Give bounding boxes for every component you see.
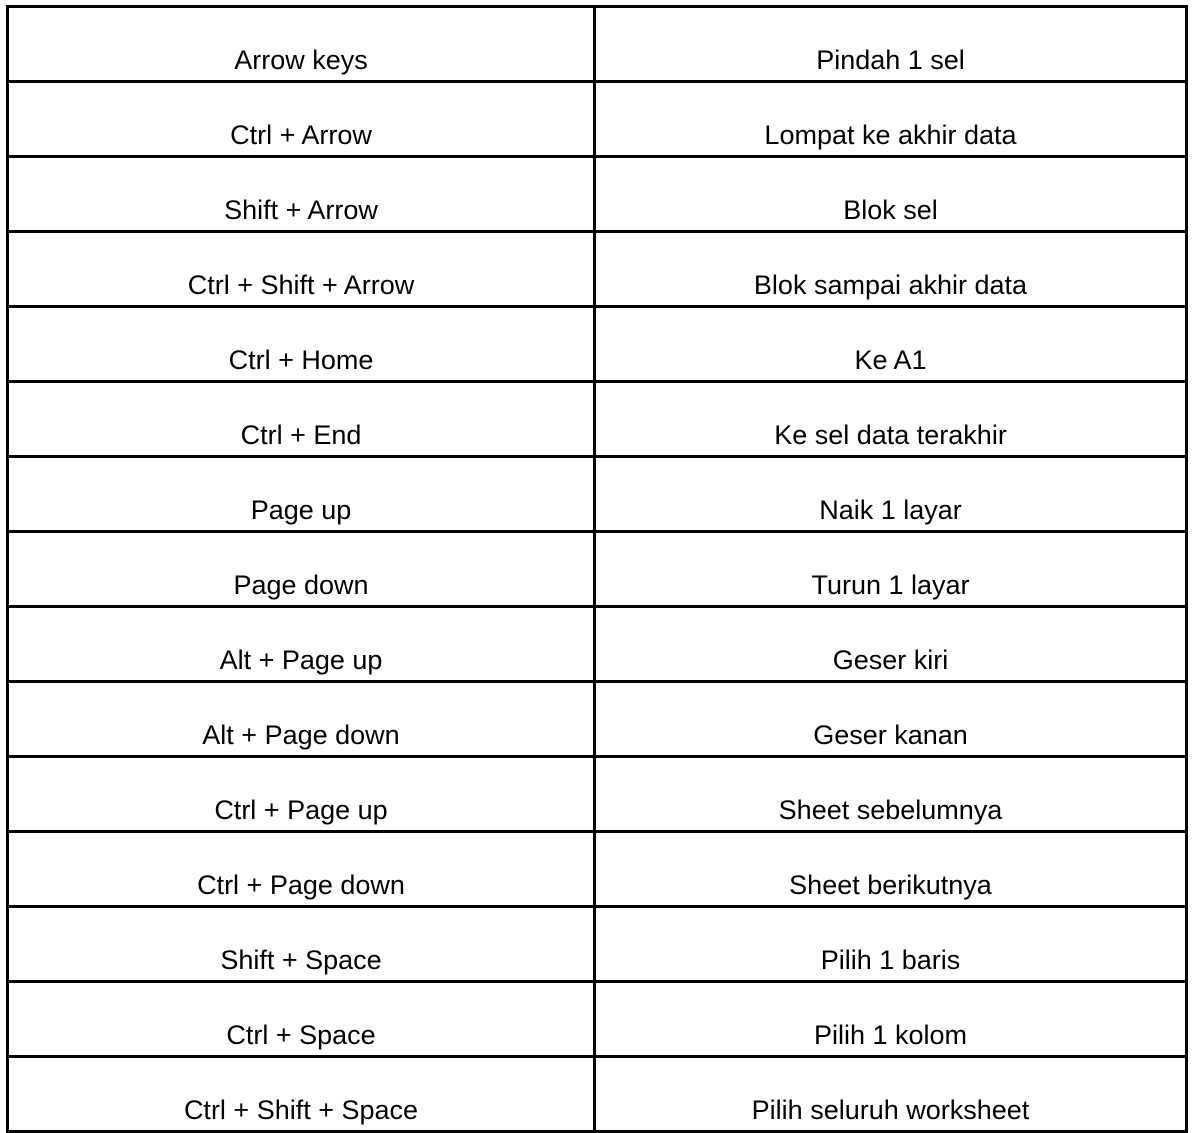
action-cell: Geser kiri [595, 607, 1187, 682]
shortcut-cell: Alt + Page down [8, 682, 595, 757]
action-cell: Naik 1 layar [595, 457, 1187, 532]
shortcut-cell: Ctrl + Shift + Arrow [8, 232, 595, 307]
table-row [8, 82, 1187, 157]
table-row [8, 907, 1187, 982]
shortcut-cell: Alt + Page up [8, 607, 595, 682]
action-cell: Sheet sebelumnya [595, 757, 1187, 832]
action-cell: Sheet berikutnya [595, 832, 1187, 907]
shortcut-cell: Shift + Arrow [8, 157, 595, 232]
action-cell: Blok sampai akhir data [595, 232, 1187, 307]
shortcut-cell: Ctrl + Page up [8, 757, 595, 832]
action-cell: Pilih seluruh worksheet [595, 1057, 1187, 1132]
shortcut-cell: Ctrl + End [8, 382, 595, 457]
shortcut-cell: Arrow keys [8, 7, 595, 82]
table-row [8, 607, 1187, 682]
table-row [8, 757, 1187, 832]
shortcut-cell: Ctrl + Home [8, 307, 595, 382]
action-cell: Ke A1 [595, 307, 1187, 382]
table-row [8, 157, 1187, 232]
action-cell: Pilih 1 kolom [595, 982, 1187, 1057]
action-cell: Blok sel [595, 157, 1187, 232]
shortcut-cell: Ctrl + Shift + Space [8, 1057, 595, 1132]
shortcut-cell: Page up [8, 457, 595, 532]
shortcut-cell: Ctrl + Page down [8, 832, 595, 907]
shortcut-cell: Ctrl + Arrow [8, 82, 595, 157]
table-row [8, 7, 1187, 82]
table-row [8, 457, 1187, 532]
table-row [8, 982, 1187, 1057]
action-cell: Pindah 1 sel [595, 7, 1187, 82]
table-row [8, 307, 1187, 382]
action-cell: Pilih 1 baris [595, 907, 1187, 982]
table-row [8, 382, 1187, 457]
action-cell: Geser kanan [595, 682, 1187, 757]
table-row [8, 682, 1187, 757]
table-row [8, 232, 1187, 307]
shortcut-cell: Ctrl + Space [8, 982, 595, 1057]
shortcut-cell: Page down [8, 532, 595, 607]
table-row [8, 1057, 1187, 1132]
action-cell: Lompat ke akhir data [595, 82, 1187, 157]
action-cell: Turun 1 layar [595, 532, 1187, 607]
table-row [8, 532, 1187, 607]
shortcut-cell: Shift + Space [8, 907, 595, 982]
shortcut-table [6, 5, 1188, 1133]
table-row [8, 832, 1187, 907]
action-cell: Ke sel data terakhir [595, 382, 1187, 457]
